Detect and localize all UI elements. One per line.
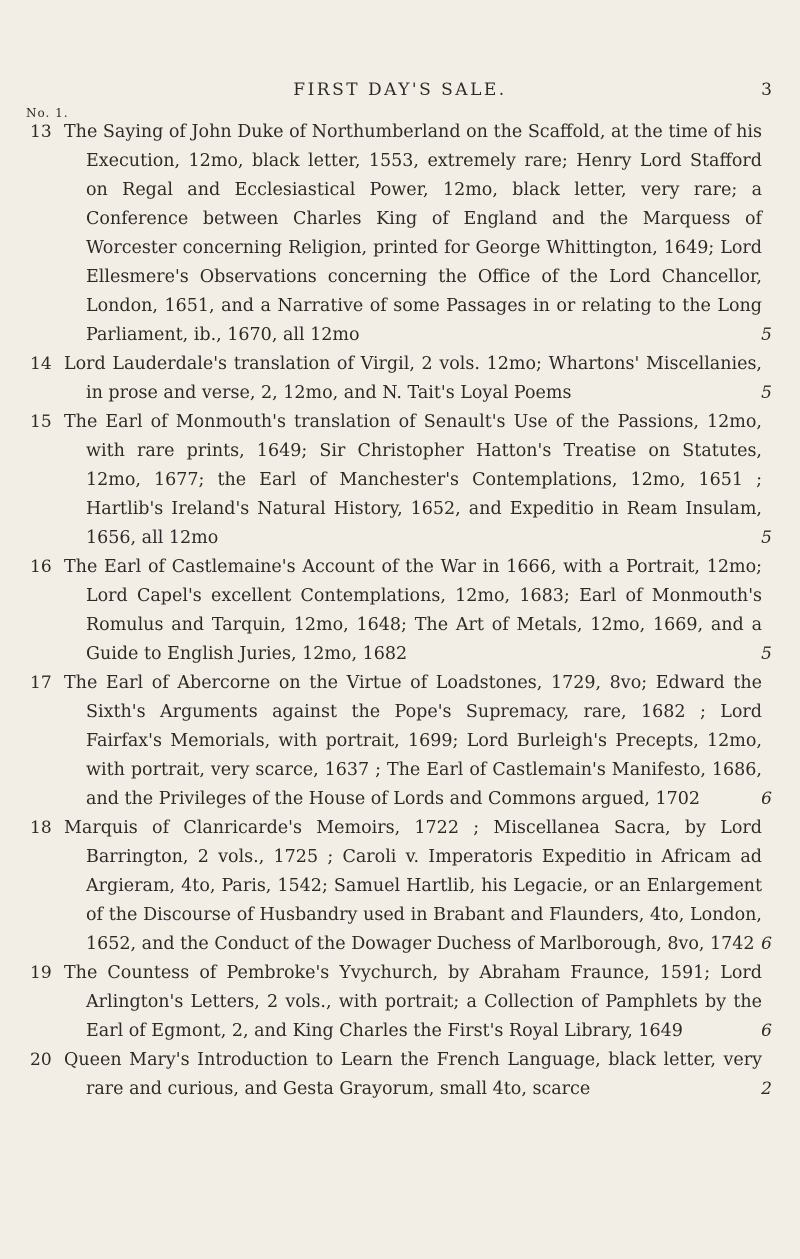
lot-number: 17 [30, 673, 52, 693]
running-head [0, 78, 800, 102]
lot-description: Queen Mary's Introduction to Learn the French Language, black letter, very rare and curious, and Gesta Grayorum, small 4to, scarce [64, 1050, 762, 1099]
lot-number: 14 [30, 354, 52, 374]
lot-price: 6 [761, 789, 772, 809]
lot-entry [0, 350, 800, 408]
lot-price: 2 [761, 1079, 772, 1099]
lot-number: 20 [30, 1050, 52, 1070]
lot-entry [0, 408, 800, 553]
lot-description: Marquis of Clanricarde's Memoirs, 1722 ; Miscellanea Sacra, by Lord Barrington, 2 vols., 1725 ; Caroli v. Imperatoris Expeditio in Africam ad Argieram, 4to, Paris, 1542; Samuel Hartlib, his Legacie, or an Enlargement of the Discourse of Husbandry used in Brabant and Flaunders, 4to, London, 1652, and the Conduct of the Dowager Duchess of Marlborough, 8vo, 1742 [64, 818, 762, 954]
lot-list [0, 118, 800, 1104]
lot-price: 6 [761, 1021, 772, 1041]
lot-entry [0, 669, 800, 814]
lot-price: 5 [761, 644, 772, 664]
lot-description: The Earl of Castlemaine's Account of the War in 1666, with a Portrait, 12mo; Lord Capel's excellent Contemplations, 12mo, 1683; Earl of Monmouth's Romulus and Tarquin, 12mo, 1648; The Art of Metals, 12mo, 1669, and a Guide to English Juries, 12mo, 1682 [64, 557, 762, 664]
page-title: FIRST DAY'S SALE. [293, 80, 507, 100]
lot-description: The Earl of Abercorne on the Virtue of Loadstones, 1729, 8vo; Edward the Sixth's Arguments against the Pope's Supremacy, rare, 1682 ; Lord Fairfax's Memorials, with portrait, 1699; Lord Burleigh's Precepts, 12mo, with portrait, very scarce, 1637 ; The Earl of Castlemain's Manifesto, 1686, and the Privileges of the House of Lords and Commons argued, 1702 [64, 673, 762, 809]
lot-description: Lord Lauderdale's translation of Virgil, 2 vols. 12mo; Whartons' Miscellanies, in prose and verse, 2, 12mo, and N. Tait's Loyal Poems [64, 354, 762, 403]
lot-number: 13 [30, 122, 52, 142]
lot-description: The Earl of Monmouth's translation of Senault's Use of the Passions, 12mo, with rare prints, 1649; Sir Christopher Hatton's Treatise on Statutes, 12mo, 1677; the Earl of Manchester's Contemplations, 12mo, 1651 ; Hartlib's Ireland's Natural History, 1652, and Expeditio in Ream Insulam, 1656, all 12mo [64, 412, 762, 548]
lot-price: 6 [761, 934, 772, 954]
lot-entry [0, 814, 800, 959]
lot-entry [0, 959, 800, 1046]
lot-number: 18 [30, 818, 52, 838]
lot-number: 19 [30, 963, 52, 983]
lot-number: 16 [30, 557, 52, 577]
lot-price: 5 [761, 325, 772, 345]
lot-description: The Saying of John Duke of Northumberland on the Scaffold, at the time of his Execution, 12mo, black letter, 1553, extremely rare; Henry Lord Stafford on Regal and Ecclesiastical Power, 12mo, black letter, very rare; a Conference between Charles King of England and the Marquess of Worcester concerning Religion, printed for George Whittington, 1649; Lord Ellesmere's Observations concerning the Office of the Lord Chancellor, London, 1651, and a Narrative of some Passages in or relating to the Long Parliament, ib., 1670, all 12mo [64, 122, 762, 345]
lot-entry [0, 118, 800, 350]
lot-entry [0, 553, 800, 669]
lot-description: The Countess of Pembroke's Yvychurch, by Abraham Fraunce, 1591; Lord Arlington's Letters, 2 vols., with portrait; a Collection of Pamphlets by the Earl of Egmont, 2, and King Charles the First's Royal Library, 1649 [64, 963, 762, 1041]
lot-price: 5 [761, 383, 772, 403]
lot-entry [0, 1046, 800, 1104]
column-label-no: No. 1. [26, 106, 69, 120]
lot-number: 15 [30, 412, 52, 432]
page-number: 3 [761, 80, 772, 100]
lot-price: 5 [761, 528, 772, 548]
